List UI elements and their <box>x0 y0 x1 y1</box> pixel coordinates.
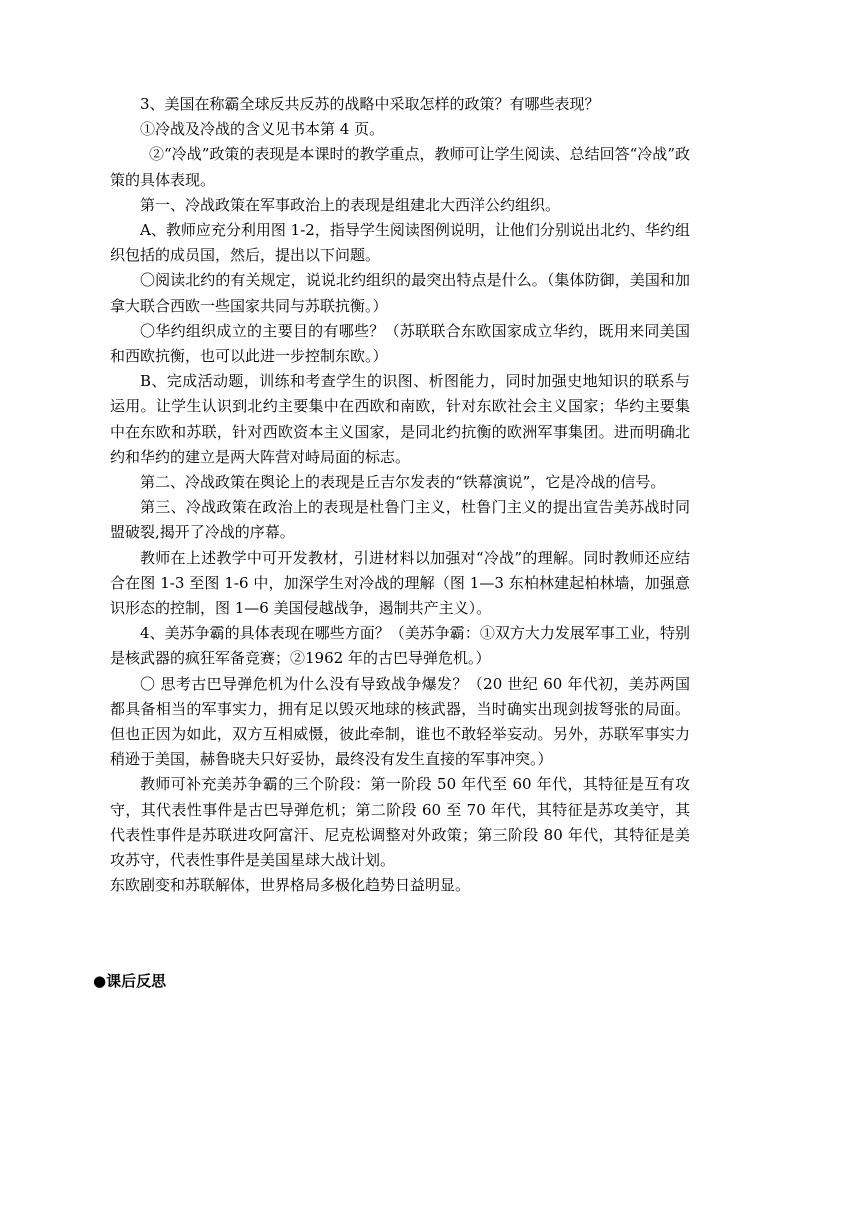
question-4: 4、美苏争霸的具体表现在哪些方面？（美苏争霸：①双方大力发展军事工业，特别是核武器的疯狂军备竞赛；②1962 年的古巴导弹危机。） <box>110 624 690 668</box>
teacher-note-materials: 教师在上述教学中可开发教材，引进材料以加强对“冷战”的理解。同时教师还应结合在图 1-3 至图 1-6 中，加深学生对冷战的理解（图 1—3 东柏林建起柏林墙，加强意识形态的控制，图 1—6 美国侵越战争，遏制共产主义）。 <box>110 548 690 618</box>
note-cold-war-policy: ②“冷战”政策的表现是本课时的教学重点，教师可让学生阅读、总结回答“冷战”政策的具体表现。 <box>110 145 690 189</box>
closing-line: 东欧剧变和苏联解体，世界格局多极化趋势日益明显。 <box>110 876 471 895</box>
question-3: 3、美国在称霸全球反共反苏的战略中采取怎样的政策？有哪些表现？ <box>140 95 600 113</box>
document-body <box>110 92 690 899</box>
question-cuban-missile-crisis: 〇 思考古巴导弹危机为什么没有导致战争爆发？（20 世纪 60 年代初，美苏两国都具备相当的军事实力，拥有足以毁灭地球的核武器，当时确实出现剑拔弩张的局面。但也正因为如此，双方互相威慑，彼此牵制，谁也不敢轻举妄动。另外，苏联军事实力稍逊于美国，赫鲁晓夫只好妥协，最终没有发生直接的军事冲突。） <box>110 674 690 769</box>
note-cold-war-definition: ①冷战及冷战的含义见书本第 4 页。 <box>140 120 385 139</box>
question-nato: 〇阅读北约的有关规定，说说北约组织的最突出特点是什么。（集体防御，美国和加拿大联合西欧一些国家共同与苏联抗衡。） <box>110 271 690 315</box>
teacher-note-three-stages: 教师可补充美苏争霸的三个阶段：第一阶段 50 年代至 60 年代，其特征是互有攻守，其代表性事件是古巴导弹危机；第二阶段 60 至 70 年代，其特征是苏攻美守，其代表性事件是苏联进攻阿富汗、尼克松调整对外政策；第三阶段 80 年代，其特征是美攻苏守，代表性事件是美国星球大战计划。 <box>110 775 690 870</box>
point-two-iron-curtain: 第二、冷战政策在舆论上的表现是丘吉尔发表的“铁幕演说”，它是冷战的信号。 <box>140 473 666 492</box>
point-three-truman-doctrine: 第三、冷战政策在政治上的表现是杜鲁门主义，杜鲁门主义的提出宣告美苏战时同盟破裂,揭开了冷战的序幕。 <box>110 498 690 542</box>
item-b: B、完成活动题，训练和考查学生的识图、析图能力，同时加强史地知识的联系与运用。让学生认识到北约主要集中在西欧和南欧，针对东欧社会主义国家；华约主要集中在东欧和苏联，针对西欧资本主义国家，是同北约抗衡的欧洲军事集团。进而明确北约和华约的建立是两大阵营对峙局面的标志。 <box>110 372 690 466</box>
point-one-nato: 第一、冷战政策在军事政治上的表现是组建北大西洋公约组织。 <box>140 195 561 214</box>
item-a: A、教师应充分利用图 1-2，指导学生阅读图例说明，让他们分别说出北约、华约组织包括的成员国，然后，提出以下问题。 <box>110 221 690 265</box>
question-warsaw-pact: 〇华约组织成立的主要目的有哪些？（苏联联合东欧国家成立华约，既用来同美国和西欧抗衡，也可以此进一步控制东欧。） <box>110 321 690 366</box>
section-heading: ●课后反思 <box>93 972 167 990</box>
